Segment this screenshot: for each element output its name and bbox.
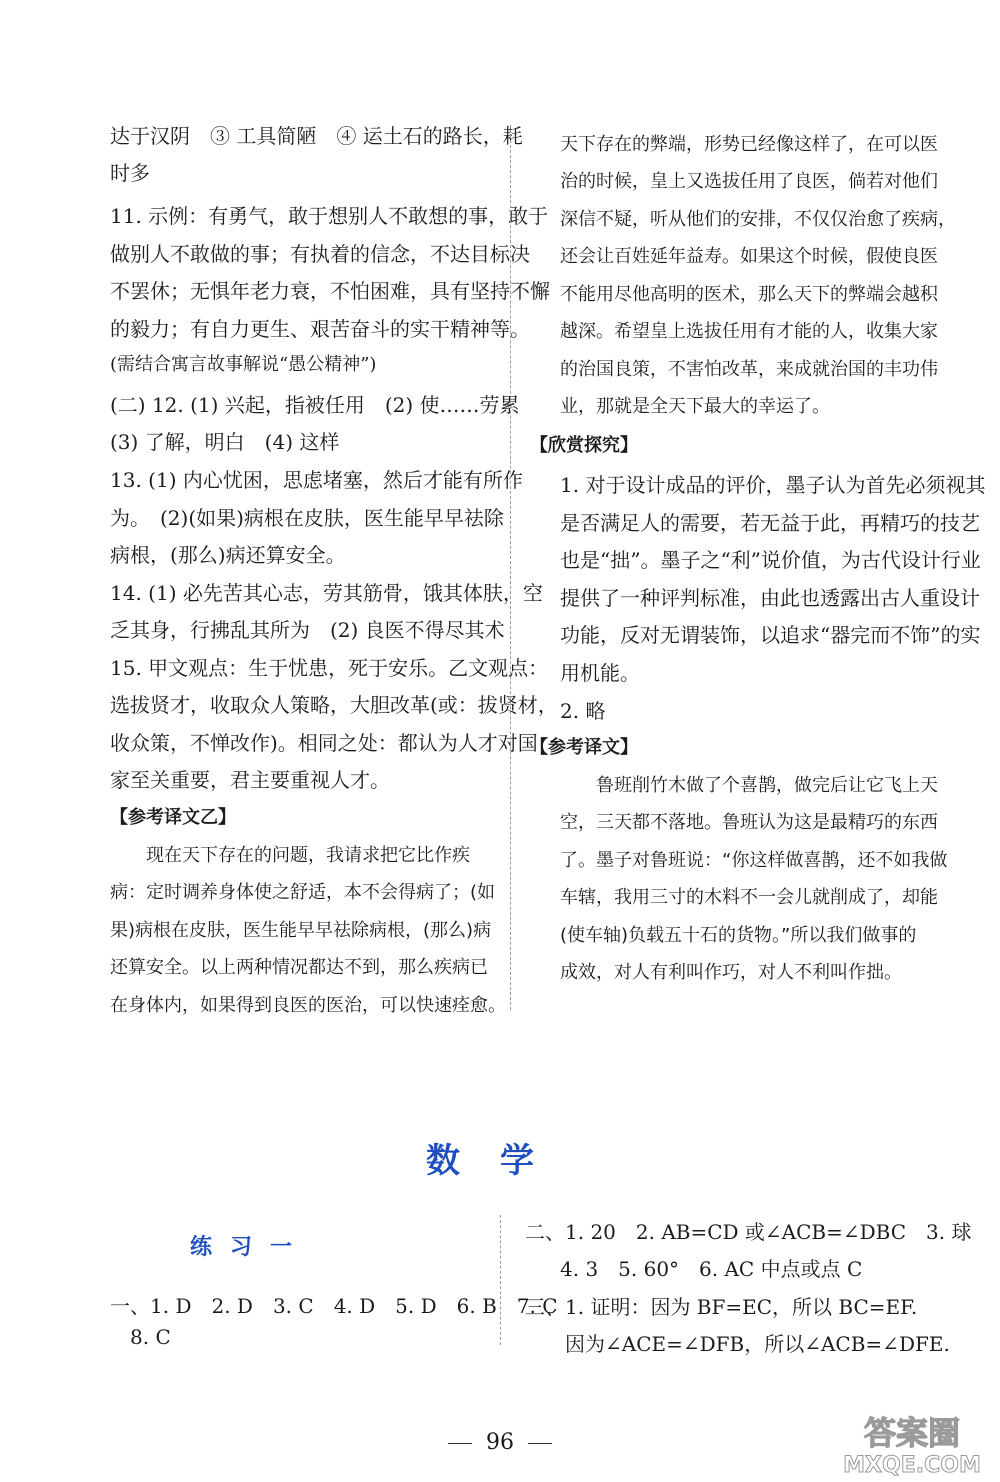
left-line-24: 在身体内，如果得到良医的医治，可以快速痊愈。 xyxy=(110,995,506,1016)
left-line-15: 15. 甲文观点：生于忧患，死于安乐。乙文观点： xyxy=(110,656,549,680)
left-line-13: 14. (1) 必先苦其心志，劳其筋骨，饿其体肤，空 xyxy=(110,581,543,605)
right-line-20: 了。墨子对鲁班说：“你这样做喜鹊，还不如我做 xyxy=(560,850,948,871)
right-heading-translation: 【参考译文】 xyxy=(530,737,638,758)
right-line-18: 鲁班削竹木做了个喜鹊，做完后让它飞上天 xyxy=(560,775,938,796)
watermark-text-bottom: MXQE.COM xyxy=(843,1453,981,1478)
left-line-16: 选拔贤才，收取众人策略，大胆改革(或：拔贤材， xyxy=(110,693,558,717)
right-line-12: 也是“拙”。墨子之“利”说价值，为古代设计行业 xyxy=(560,548,981,572)
right-line-15: 用机能。 xyxy=(560,661,640,685)
right-line-16: 2. 略 xyxy=(540,699,606,723)
left-line-8: (二) 12. (1) 兴起，指被任用 (2) 使……劳累 xyxy=(110,393,520,417)
right-line-22: (使车轴)负载五十石的货物。”所以我们做事的 xyxy=(560,925,917,946)
math-answer-line-4: 4. 3 5. 60° 6. AC 中点或点 C xyxy=(560,1257,863,1281)
left-heading-translation-b: 【参考译文乙】 xyxy=(110,807,236,828)
right-line-6: 越深。希望皇上选拔任用有才能的人，收集大家 xyxy=(560,321,938,342)
right-line-21: 车辖，我用三寸的木料不一会儿就削成了，却能 xyxy=(560,887,938,908)
left-line-10: 13. (1) 内心忧困，思虑堵塞，然后才能有所作 xyxy=(110,468,523,492)
right-line-7: 的治国良策，不害怕改革，来成就治国的丰功伟 xyxy=(560,359,938,380)
left-line-1: 达于汉阴 ③ 工具简陋 ④ 运土石的路长，耗 xyxy=(110,124,523,148)
math-answer-line-2: 8. C xyxy=(130,1325,171,1349)
right-line-11: 是否满足人的需要，若无益于此，再精巧的技艺 xyxy=(560,511,980,535)
right-line-19: 空，三天都不落地。鲁班认为这是最精巧的东西 xyxy=(560,812,938,833)
left-line-3: 11. 示例：有勇气，敢于想别人不敢想的事，敢于 xyxy=(110,204,549,228)
column-divider-lower xyxy=(500,1215,501,1345)
left-line-18: 家至关重要，君主要重视人才。 xyxy=(110,768,390,792)
math-answer-line-5: 三、1. 证明：因为 BF=EC，所以 BC=EF. xyxy=(525,1295,918,1319)
left-line-7: (需结合寓言故事解说“愚公精神”) xyxy=(110,354,377,375)
math-answer-line-3: 二、1. 20 2. AB=CD 或∠ACB=∠DBC 3. 球 xyxy=(525,1220,972,1244)
page-number-text: 96 xyxy=(486,1430,514,1455)
right-heading-appreciation: 【欣赏探究】 xyxy=(530,435,638,456)
exercise-title: 练习一 xyxy=(190,1235,311,1260)
right-line-8: 业，那就是全天下最大的幸运了。 xyxy=(560,396,830,417)
math-answer-line-6: 因为∠ACE=∠DFB，所以∠ACB=∠DFE. xyxy=(565,1332,950,1356)
right-line-1: 天下存在的弊端，形势已经像这样了，在可以医 xyxy=(560,134,938,155)
left-line-12: 病根，(那么)病还算安全。 xyxy=(110,543,346,567)
left-line-23: 还算安全。以上两种情况都达不到，那么疾病已 xyxy=(110,957,488,978)
watermark-text-top: 答案圈 xyxy=(863,1414,961,1452)
right-line-13: 提供了一种评判标准，由此也透露出古人重设计 xyxy=(560,586,980,610)
left-line-21: 病：定时调养身体使之舒适，本不会得病了；(如 xyxy=(110,882,496,903)
right-line-10: 1. 对于设计成品的评价，墨子认为首先必须视其 xyxy=(540,473,986,497)
column-divider-upper xyxy=(510,125,511,1010)
left-line-9: (3) 了解，明白 (4) 这样 xyxy=(110,430,340,454)
watermark-logo xyxy=(830,1408,995,1478)
right-line-14: 功能，反对无谓装饰，以追求“器完而不饰”的实 xyxy=(560,623,981,647)
math-answer-line-1: 一、1. D 2. D 3. C 4. D 5. D 6. B 7. C xyxy=(110,1294,558,1318)
right-line-3: 深信不疑，听从他们的安排，不仅仅治愈了疾病， xyxy=(560,209,956,230)
left-line-2: 时多 xyxy=(110,161,150,185)
left-line-22: 果)病根在皮肤，医生能早早祛除病根，(那么)病 xyxy=(110,920,492,941)
right-line-4: 还会让百姓延年益寿。如果这个时候，假使良医 xyxy=(560,246,938,267)
left-line-4: 做别人不敢做的事；有执着的信念，不达目标决 xyxy=(110,242,530,266)
left-line-6: 的毅力；有自力更生、艰苦奋斗的实干精神等。 xyxy=(110,317,530,341)
right-line-23: 成效，对人有利叫作巧，对人不利叫作拙。 xyxy=(560,962,902,983)
right-line-2: 治的时候，皇上又选拔任用了良医，倘若对他们 xyxy=(560,171,938,192)
subject-title: 数学 xyxy=(426,1141,574,1181)
left-line-20: 现在天下存在的问题，我请求把它比作疾 xyxy=(110,845,470,866)
left-line-17: 收众策，不惮改作)。相同之处：都认为人才对国 xyxy=(110,731,538,755)
left-line-5: 不罢休；无惧年老力衰，不怕困难，具有坚持不懈 xyxy=(110,279,550,303)
left-line-11: 为。 (2)(如果)病根在皮肤，医生能早早祛除 xyxy=(110,506,504,530)
right-line-5: 不能用尽他高明的医术，那么天下的弊端会越积 xyxy=(560,284,938,305)
left-line-14: 乏其身，行拂乱其所为 (2) 良医不得尽其术 xyxy=(110,618,505,642)
